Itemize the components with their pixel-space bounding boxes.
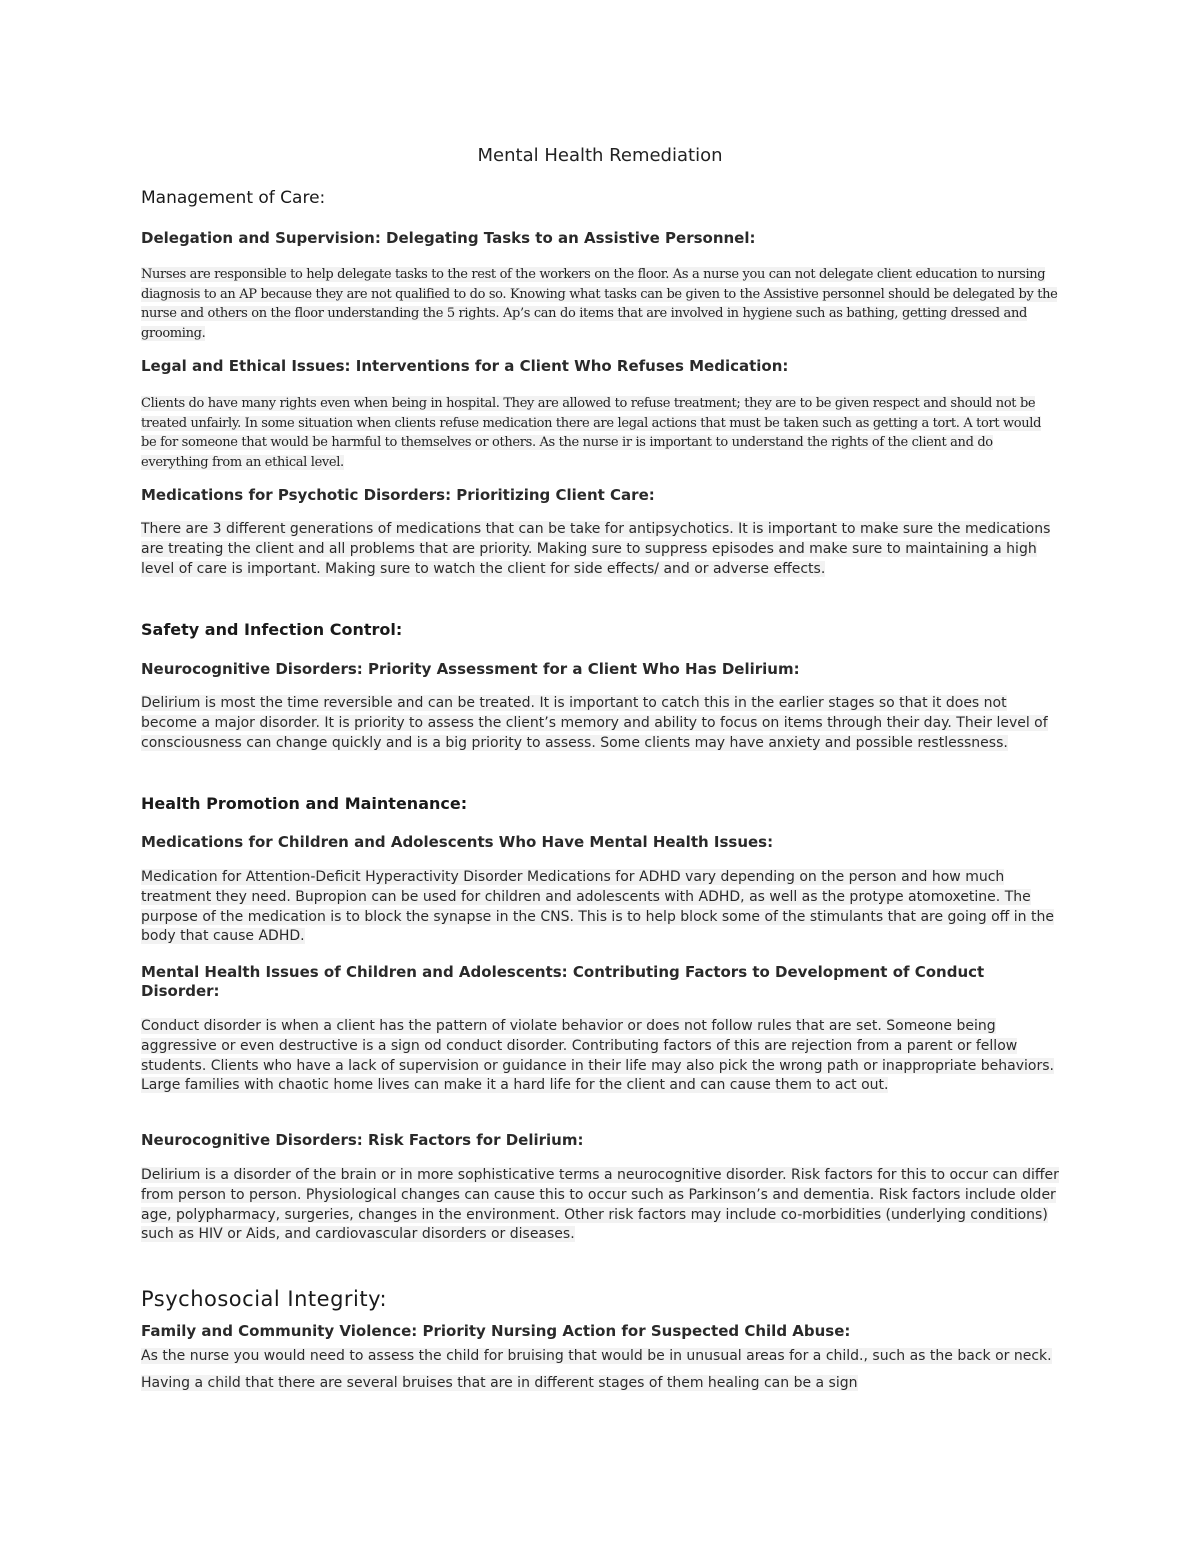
paragraph-delirium-risk (141, 1166, 1059, 1245)
paragraph-conduct-disorder (141, 1017, 1059, 1096)
paragraph-children-medications-text: Medication for Attention-Deficit Hyperactivity Disorder Medications for ADHD vary depending on the person and how much treatment they need. Bupropion can be used for children and adolescents with ADHD, as well as the protype atomoxetine. The purpose of the medication is to block the synapse in the CNS. This is to help block some of the stimulants that are going off in the body that cause ADHD. (141, 869, 1054, 945)
subheading-legal-ethical: Legal and Ethical Issues: Interventions for a Client Who Refuses Medication: (141, 357, 789, 375)
paragraph-legal-ethical (141, 394, 1059, 472)
subheading-family-violence: Family and Community Violence: Priority Nursing Action for Suspected Child Abuse: (141, 1322, 851, 1340)
paragraph-children-medications (141, 868, 1059, 947)
paragraph-family-violence-text: As the nurse you would need to assess the child for bruising that would be in unusual areas for a child., such as the back or neck. Having a child that there are several bruises that are in different stages of them healing can be a sign (141, 1348, 1052, 1391)
subheading-delirium-risk: Neurocognitive Disorders: Risk Factors for Delirium: (141, 1131, 584, 1149)
subheading-children-medications: Medications for Children and Adolescents Who Have Mental Health Issues: (141, 833, 774, 851)
paragraph-family-violence (141, 1343, 1059, 1396)
paragraph-delegation (141, 265, 1059, 343)
subheading-conduct-disorder: Mental Health Issues of Children and Adolescents: Contributing Factors to Development of Conduct Disorder: (141, 963, 985, 1000)
section-heading-psychosocial: Psychosocial Integrity: (141, 1287, 388, 1311)
section-heading-management-of-care: Management of Care: (141, 188, 326, 208)
paragraph-psychotic-disorders (141, 520, 1059, 579)
paragraph-psychotic-disorders-text: There are 3 different generations of medications that can be take for antipsychotics. It is important to make sure the medications are treating the client and all problems that are priority. Making sure to suppress episodes and make sure to maintaining a high level of care is important. Making sure to watch the client for side effects/ and or adverse effects. (141, 521, 1051, 577)
paragraph-delirium-assessment (141, 694, 1059, 753)
section-heading-health-promotion: Health Promotion and Maintenance: (141, 794, 468, 813)
paragraph-delegation-text: Nurses are responsible to help delegate tasks to the rest of the workers on the floor. As a nurse you can not delegate client education to nursing diagnosis to an AP because they are not qualified to do so. Knowing what tasks can be given to the Assistive personnel should be delegated by the nurse and others on the floor understanding the 5 rights. Ap’s can do items that are involved in hygiene such as bathing, getting dressed and grooming. (141, 267, 1058, 341)
subheading-delirium-assessment: Neurocognitive Disorders: Priority Assessment for a Client Who Has Delirium: (141, 660, 800, 678)
paragraph-conduct-disorder-text: Conduct disorder is when a client has the pattern of violate behavior or does not follow rules that are set. Someone being aggressive or even destructive is a sign od conduct disorder. Contributing factors of this are rejection from a parent or fellow students. Clients who have a lack of supervision or guidance in their life may also pick the wrong path or inappropriate behaviors. Large families with chaotic home lives can make it a hard life for the client and can cause them to act out. (141, 1018, 1054, 1094)
subheading-delegation: Delegation and Supervision: Delegating Tasks to an Assistive Personnel: (141, 229, 756, 247)
paragraph-delirium-assessment-text: Delirium is most the time reversible and can be treated. It is important to catch this in the earlier stages so that it does not become a major disorder. It is priority to assess the client’s memory and ability to focus on items through their day. Their level of consciousness can change quickly and is a big priority to assess. Some clients may have anxiety and possible restlessness. (141, 695, 1048, 751)
section-heading-safety: Safety and Infection Control: (141, 620, 403, 639)
document-title: Mental Health Remediation (477, 145, 723, 166)
paragraph-legal-ethical-text: Clients do have many rights even when being in hospital. They are allowed to refuse treatment; they are to be given respect and should not be treated unfairly. In some situation when clients refuse medication there are legal actions that must be taken such as getting a tort. A tort would be for someone that would be harmful to themselves or others. As the nurse ir is important to understand the rights of the client and do everything from an ethical level. (141, 396, 1042, 470)
subheading-psychotic-disorders: Medications for Psychotic Disorders: Prioritizing Client Care: (141, 486, 655, 504)
paragraph-delirium-risk-text: Delirium is a disorder of the brain or in more sophisticative terms a neurocognitive disorder. Risk factors for this to occur can differ from person to person. Physiological changes can cause this to occur such as Parkinson’s and dementia. Risk factors include older age, polypharmacy, surgeries, changes in the environment. Other risk factors may include co-morbidities (underlying conditions) such as HIV or Aids, and cardiovascular disorders or diseases. (141, 1167, 1059, 1243)
